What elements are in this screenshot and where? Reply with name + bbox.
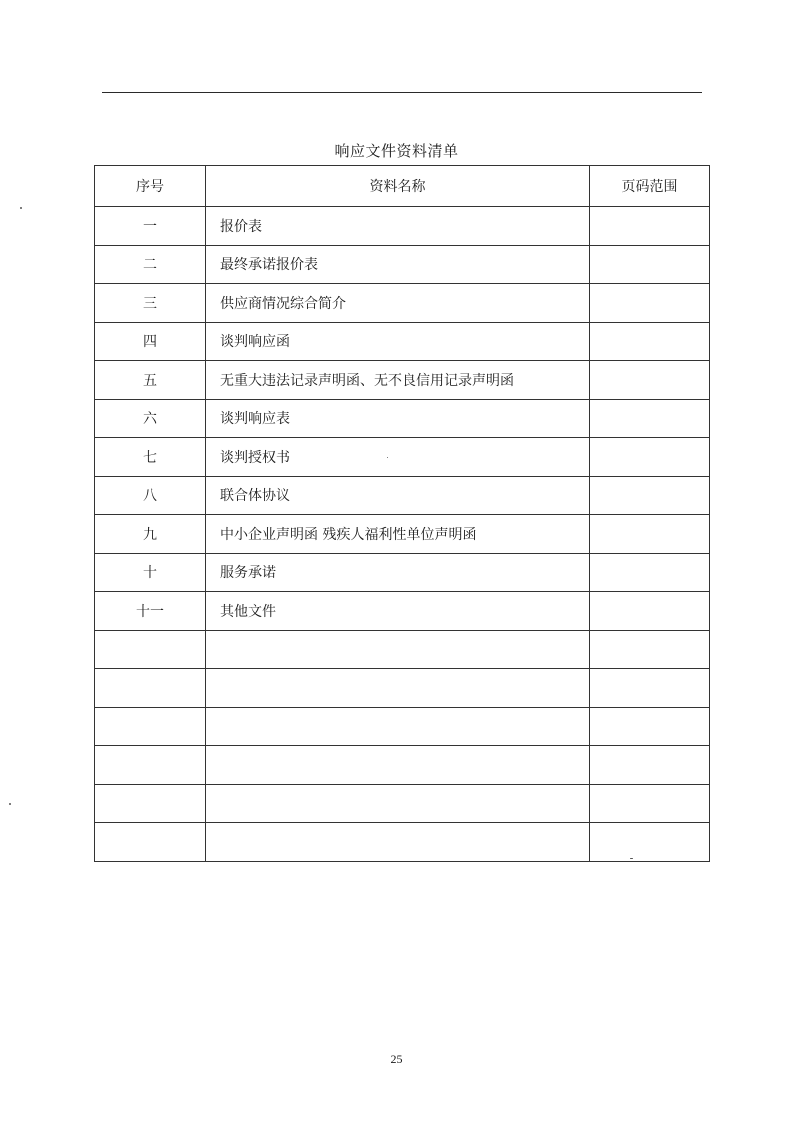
cell-document-name: 报价表 [206,207,590,246]
cell-document-name: 供应商情况综合简介 [206,284,590,323]
cell-document-name [206,823,590,862]
cell-serial-number: 七 [95,438,206,477]
cell-page-range [590,322,710,361]
table-row [95,438,710,477]
cell-page-range [590,245,710,284]
table-row [95,515,710,554]
cell-serial-number: 二 [95,245,206,284]
cell-page-range [590,207,710,246]
cell-page-range [590,361,710,400]
cell-serial-number: 十一 [95,592,206,631]
cell-document-name [206,707,590,746]
table-body [95,207,710,862]
header-serial-number: 序号 [95,166,206,207]
cell-page-range [590,515,710,554]
table-row [95,823,710,862]
response-documents-table [94,165,710,862]
table-row [95,746,710,785]
scan-speck [630,858,633,859]
header-page-range: 页码范围 [590,166,710,207]
cell-document-name: 服务承诺 [206,553,590,592]
cell-serial-number [95,746,206,785]
table-row [95,476,710,515]
cell-serial-number: 五 [95,361,206,400]
cell-serial-number: 三 [95,284,206,323]
document-title: 响应文件资料清单 [334,142,459,160]
header-rule [102,92,702,93]
cell-page-range [590,476,710,515]
cell-serial-number [95,823,206,862]
table-row [95,284,710,323]
table-row [95,707,710,746]
table-row [95,669,710,708]
cell-page-range [590,630,710,669]
cell-serial-number [95,669,206,708]
page-number: 25 [390,1052,403,1066]
scan-speck [9,803,11,805]
table-row [95,592,710,631]
cell-page-range [590,284,710,323]
cell-serial-number [95,707,206,746]
cell-serial-number: 一 [95,207,206,246]
header-document-name: 资料名称 [206,166,590,207]
cell-page-range [590,823,710,862]
cell-page-range [590,592,710,631]
cell-page-range [590,746,710,785]
cell-document-name [206,630,590,669]
cell-serial-number [95,630,206,669]
cell-document-name: 无重大违法记录声明函、无不良信用记录声明函 [206,361,590,400]
cell-document-name: 谈判响应函 [206,322,590,361]
cell-serial-number: 六 [95,399,206,438]
cell-serial-number: 十 [95,553,206,592]
cell-document-name [206,669,590,708]
cell-document-name: 谈判授权书 [206,438,590,477]
scan-speck [387,457,388,458]
cell-serial-number [95,784,206,823]
table-row [95,245,710,284]
cell-page-range [590,553,710,592]
cell-page-range [590,707,710,746]
scan-speck [20,207,22,209]
cell-document-name: 最终承诺报价表 [206,245,590,284]
cell-document-name: 谈判响应表 [206,399,590,438]
table-row [95,207,710,246]
cell-serial-number: 八 [95,476,206,515]
cell-document-name: 中小企业声明函 残疾人福利性单位声明函 [206,515,590,554]
cell-page-range [590,669,710,708]
table-header-row [95,166,710,207]
table-row [95,322,710,361]
cell-page-range [590,784,710,823]
table-row [95,399,710,438]
table-row [95,553,710,592]
cell-document-name [206,746,590,785]
cell-document-name: 联合体协议 [206,476,590,515]
table-row [95,361,710,400]
cell-serial-number: 四 [95,322,206,361]
cell-document-name: 其他文件 [206,592,590,631]
table-row [95,784,710,823]
cell-document-name [206,784,590,823]
table-row [95,630,710,669]
cell-serial-number: 九 [95,515,206,554]
cell-page-range [590,438,710,477]
cell-page-range [590,399,710,438]
